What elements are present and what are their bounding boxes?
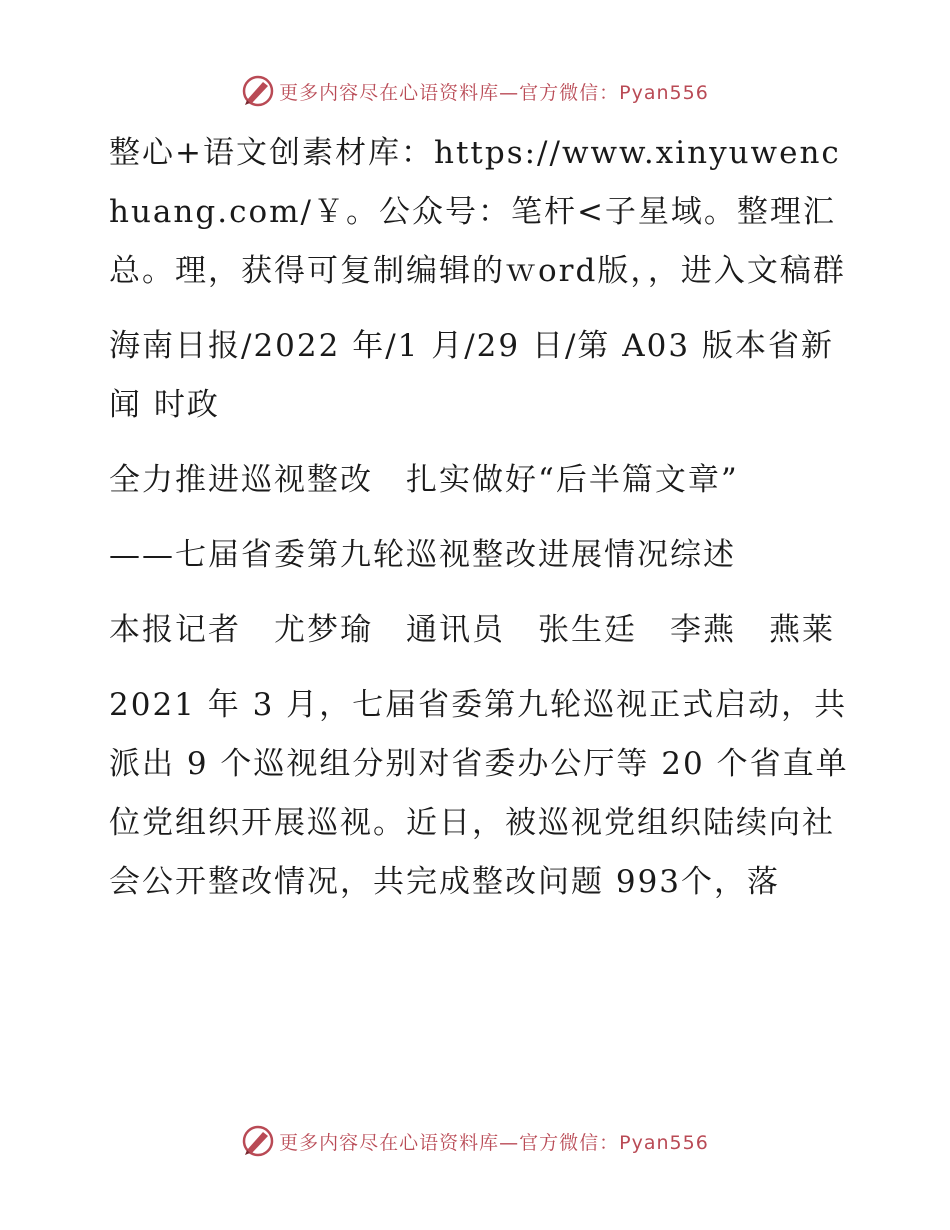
- article-body-paragraph: 2021 年 3 月，七届省委第九轮巡视正式启动，共派出 9 个巡视组分别对省委办公厅等 20 个省直单位党组织开展巡视。近日，被巡视党组织陆续向社会公开整改情况，共完成整改问题 993个，落: [109, 687, 849, 900]
- article-byline: 本报记者 尤梦瑜 通讯员 张生廷 李燕 燕莱: [109, 612, 835, 648]
- article-title: 全力推进巡视整改 扎实做好“后半篇文章”: [109, 462, 739, 498]
- document-body: [97, 124, 857, 928]
- header-watermark-text: 更多内容尽在心语资料库—官方微信：Pyan556: [279, 81, 709, 104]
- source-note-paragraph: 整心+语文创素材库：https://www.xinyuwenchuang.com/￥。公众号：笔杆<子星域。整理汇总。理，获得可复制编辑的ｗord版，，进入文稿群: [109, 135, 846, 289]
- pen-logo-icon: [241, 74, 275, 108]
- newspaper-dateline: 海南日报/2022 年/1 月/29 日/第 A03 版本省新闻 时政: [109, 328, 834, 423]
- pen-logo-icon: [241, 1124, 275, 1158]
- article-subtitle: ——七届省委第九轮巡视整改进展情况综述: [109, 537, 736, 573]
- header-watermark-banner: [0, 71, 950, 111]
- footer-watermark-banner: [0, 1121, 950, 1161]
- footer-watermark-text: 更多内容尽在心语资料库—官方微信：Pyan556: [279, 1131, 709, 1154]
